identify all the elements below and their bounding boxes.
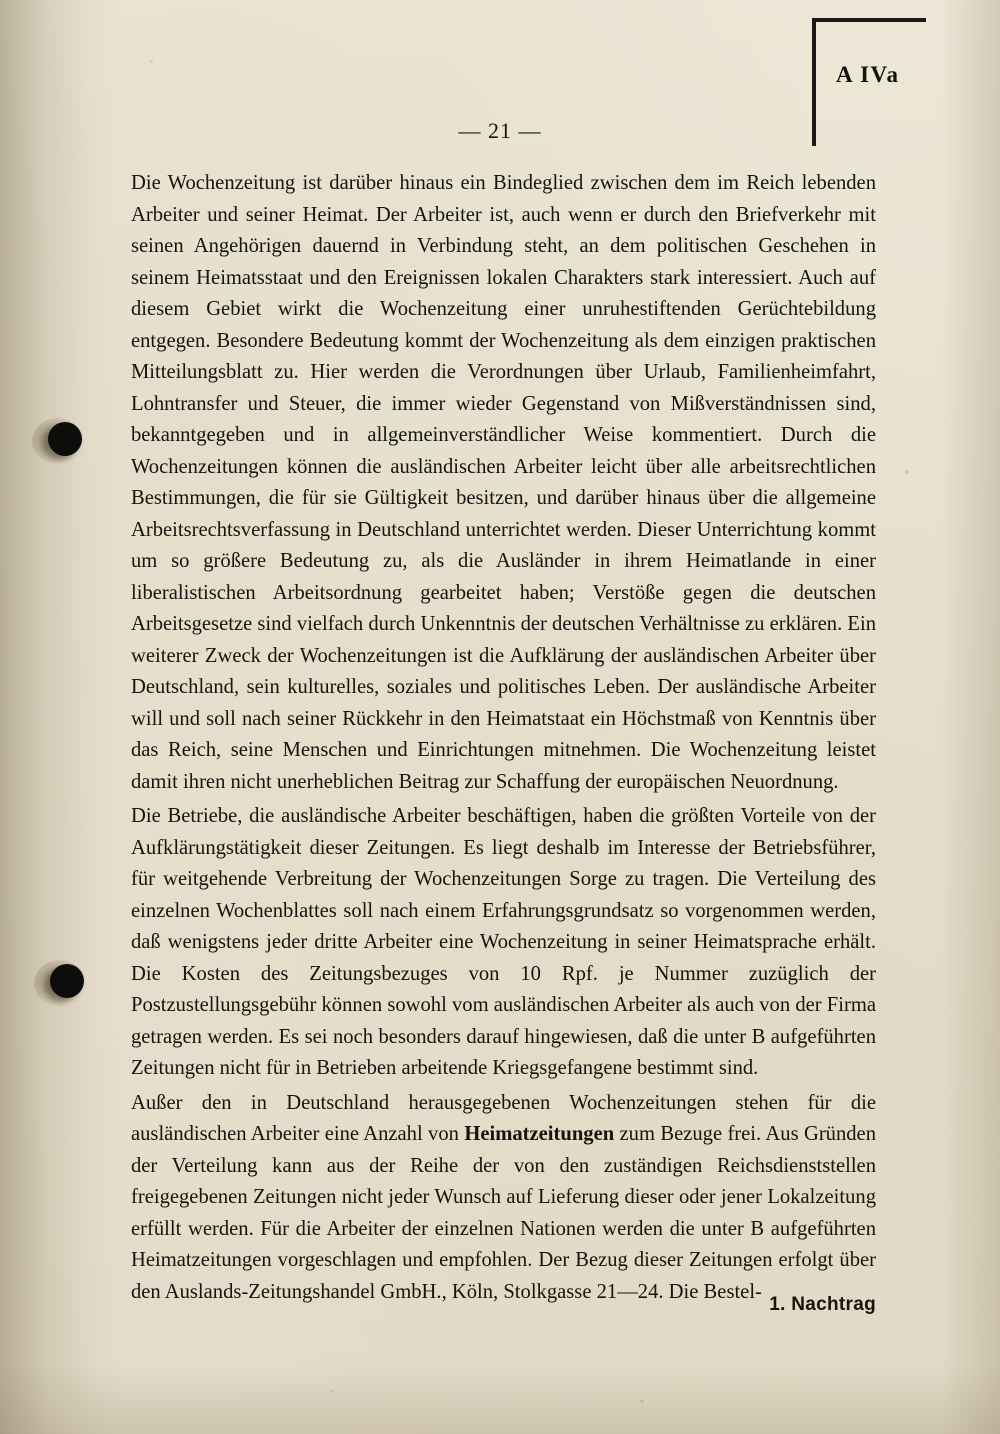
- page-edge-shadow-bottom: [0, 1364, 1000, 1434]
- paragraph: Die Wochenzeitung ist darüber hinaus ein Bindeglied zwischen dem im Reich lebenden Arbeiter und seiner Heimat. Der Arbeiter ist, auch wenn er durch den Briefverkehr mit seinen Angehörigen dauernd in Verbindung steht, an dem politischen Geschehen in seinem Heimatsstaat und den Ereignissen lokalen Charakters stark interessiert. Auch auf diesem Gebiet wirkt die Wochenzeitung einer unruhestiftenden Gerüchtebildung entgegen. Besondere Bedeutung kommt der Wochenzeitung als dem einzigen praktischen Mitteilungsblatt zu. Hier werden die Verordnungen über Urlaub, Familienheimfahrt, Lohntransfer und Steuer, die immer wieder Gegenstand von Mißverständnissen sind, bekanntgegeben und in allgemeinverständlicher Weise kommentiert. Durch die Wochenzeitungen können die ausländischen Arbeiter leicht über alle arbeitsrechtlichen Bestimmungen, die für sie Gültigkeit besitzen, und darüber hinaus über die allgemeine Arbeitsrechtsverfassung in Deutschland unterrichtet werden. Dieser Unterrichtung kommt um so größere Bedeutung zu, als die Ausländer in ihrem Heimatlande in einer liberalistischen Arbeitsordnung gearbeitet haben; Verstöße gegen die deutschen Arbeitsgesetze sind vielfach durch Unkenntnis der deutschen Verhältnisse zu erklären. Ein weiterer Zweck der Wochenzeitungen ist die Aufklärung der ausländischen Arbeiter über Deutschland, sein kulturelles, soziales und politisches Leben. Der ausländische Arbeiter will und soll nach seiner Rückkehr in den Heimatstaat ein Höchstmaß von Kenntnis über das Reich, seine Menschen und Einrichtungen mitnehmen. Die Wochenzeitung leistet damit ihren nicht unerheblichen Beitrag zur Schaffung der europäischen Neuordnung.: [131, 172, 876, 793]
- paper-speckle: [150, 60, 153, 63]
- paper-speckle: [640, 1400, 644, 1403]
- binding-gutter-shadow: [0, 0, 118, 1434]
- paragraph-part: zum Bezuge frei. Aus Gründen der Verteilung kann aus der Reihe der von den zuständigen Reichsdienststellen freigegebenen Zeitungen nicht jeder Wunsch auf Lieferung dieser oder jener Lokalzeitung erfüllt werden. Für die Arbeiter der einzelnen Nationen werden die unter B aufgeführten Heimatzeitungen vorgeschlagen und empfohlen. Der Bezug dieser Zeitungen erfolgt über den Auslands-Zeitungshandel GmbH., Köln, Stolkgasse 21—24. Die Bestel-: [131, 1123, 876, 1303]
- paragraph: [131, 1088, 876, 1309]
- footer-note: 1. Nachtrag: [769, 1294, 876, 1315]
- page-body: [131, 168, 876, 1308]
- paper-speckle: [330, 1390, 333, 1393]
- paragraph: Die Betriebe, die ausländische Arbeiter beschäftigen, haben die größten Vorteile von der Aufklärungstätigkeit dieser Zeitungen. Es liegt deshalb im Interesse der Betriebsführer, für weitgehende Verbreitung der Wochenzeitungen Sorge zu tragen. Die Verteilung des einzelnen Wochenblattes soll nach einem Erfahrungsgrundsatz so vorgenommen werden, daß wenigstens jeder dritte Arbeiter eine Wochenzeitung in seiner Heimatsprache erhält. Die Kosten des Zeitungsbezuges von 10 Rpf. je Nummer zuzüglich der Postzustellungsgebühr können sowohl vom ausländischen Arbeiter als auch von der Firma getragen werden. Es sei noch besonders darauf hingewiesen, daß die unter B aufgeführten Zeitungen nicht für in Betrieben arbeitende Kriegsgefangene bestimmt sind.: [131, 805, 876, 1079]
- paragraph-part: Außer den in Deutschland herausgegebenen Wochenzeitungen stehen für die ausländischen Arbeiter eine Anzahl von: [131, 1091, 876, 1145]
- paper-speckle: [905, 470, 909, 474]
- document-code: A IVa: [836, 62, 900, 87]
- page-edge-shadow-right: [940, 0, 1000, 1434]
- punch-hole-icon: [50, 964, 84, 998]
- emphasized-term: Heimatzeitungen: [464, 1123, 615, 1145]
- page-number: — 21 —: [458, 118, 542, 143]
- punch-hole-icon: [48, 422, 82, 456]
